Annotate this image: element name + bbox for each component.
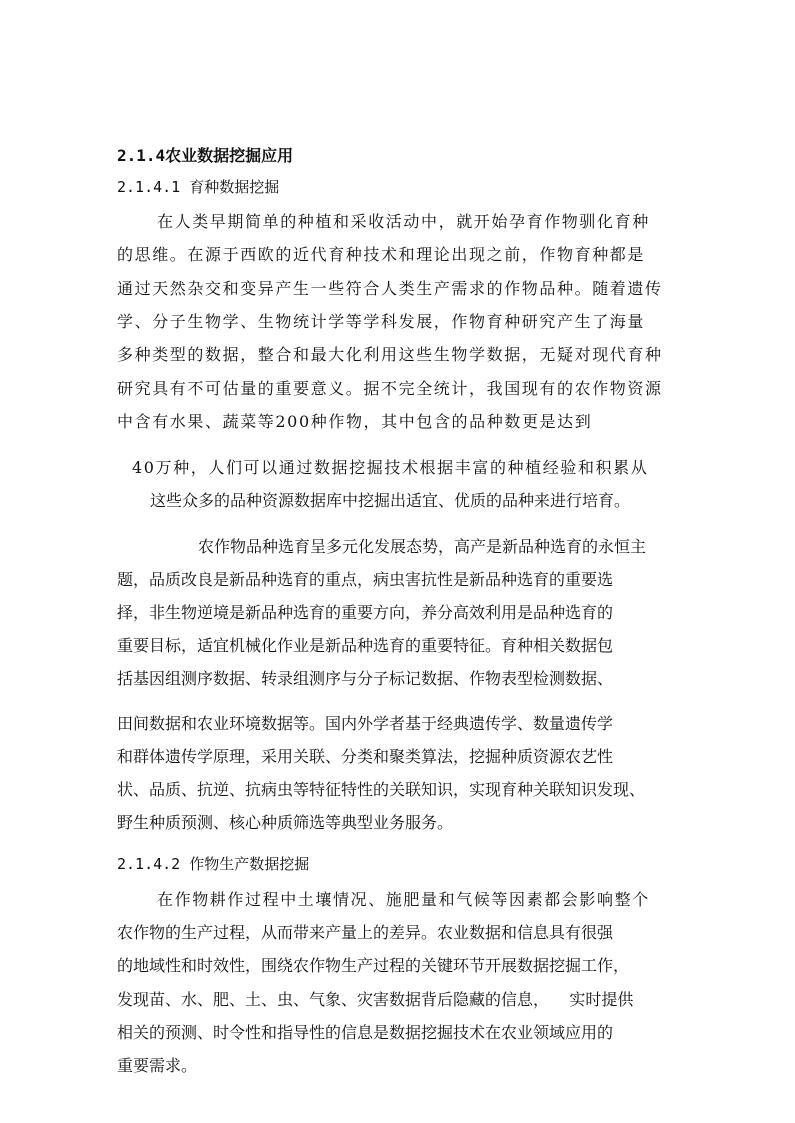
- text-line: 田间数据和农业环境数据等。国内外学者基于经典遗传学、数量遗传学: [117, 714, 614, 733]
- subsection-title-production: 2.1.4.2 作物生产数据挖掘: [117, 855, 310, 873]
- text-line: 农作物的生产过程，从而带来产量上的差异。农业数据和信息具有很强: [117, 923, 614, 942]
- text-line: 择，非生物逆境是新品种选育的重要方向，养分高效利用是品种选育的: [117, 603, 614, 622]
- text-line: 括基因组测序数据、转录组测序与分子标记数据、作物表型检测数据、: [117, 669, 614, 688]
- text-line: 发现苗、水、肥、土、虫、气象、灾害数据背后隐藏的信息， 实时提供: [117, 990, 634, 1009]
- text-line: 的思维。在源于西欧的近代育种技术和理论出现之前，作物育种都是: [117, 245, 646, 264]
- text-line: 在人类早期简单的种植和采收活动中，就开始孕育作物驯化育种: [157, 212, 650, 231]
- text-line: 多种类型的数据，整合和最大化利用这些生物学数据，无疑对现代育种: [117, 345, 663, 364]
- text-line: 野生种质预测、核心种质筛选等典型业务服务。: [117, 813, 454, 832]
- text-line: 相关的预测、时令性和指导性的信息是数据挖掘技术在农业领域应用的: [117, 1023, 614, 1042]
- text-line: 农作物品种选育呈多元化发展态势，高产是新品种选育的永恒主: [198, 537, 647, 556]
- text-line: 的地域性和时效性，围绕农作物生产过程的关键环节开展数据挖掘工作，: [117, 956, 630, 975]
- text-line: 学、分子生物学、生物统计学等学科发展，作物育种研究产生了海量: [117, 312, 646, 331]
- text-line: 通过天然杂交和变异产生一些符合人类生产需求的作物品种。随着遗传: [117, 279, 663, 298]
- section-title: 2.1.4农业数据挖掘应用: [117, 146, 294, 165]
- text-line: 和群体遗传学原理，采用关联、分类和聚类算法，挖掘种质资源农艺性: [117, 747, 614, 766]
- text-line: 这些众多的品种资源数据库中挖掘出适宜、优质的品种来进行培育。: [150, 491, 631, 510]
- text-line: 研究具有不可估量的重要意义。据不完全统计，我国现有的农作物资源: [117, 379, 663, 398]
- subsection-title-breeding: 2.1.4.1 育种数据挖掘: [117, 178, 280, 196]
- text-line: 重要目标，适宜机械化作业是新品种选育的重要特征。育种相关数据包: [117, 636, 614, 655]
- text-line: 中含有水果、蔬菜等200种作物，其中包含的品种数更是达到: [117, 412, 593, 431]
- text-line: 题，品质改良是新品种选育的重点，病虫害抗性是新品种选育的重要选: [117, 570, 614, 589]
- text-line: 40万种，人们可以通过数据挖掘技术根据丰富的种植经验和积累从: [132, 458, 649, 477]
- text-line: 状、品质、抗逆、抗病虫等特征特性的关联知识，实现育种关联知识发现、: [117, 780, 646, 799]
- text-line: 重要需求。: [117, 1056, 198, 1075]
- text-line: 在作物耕作过程中土壤情况、施肥量和气候等因素都会影响整个: [157, 890, 650, 909]
